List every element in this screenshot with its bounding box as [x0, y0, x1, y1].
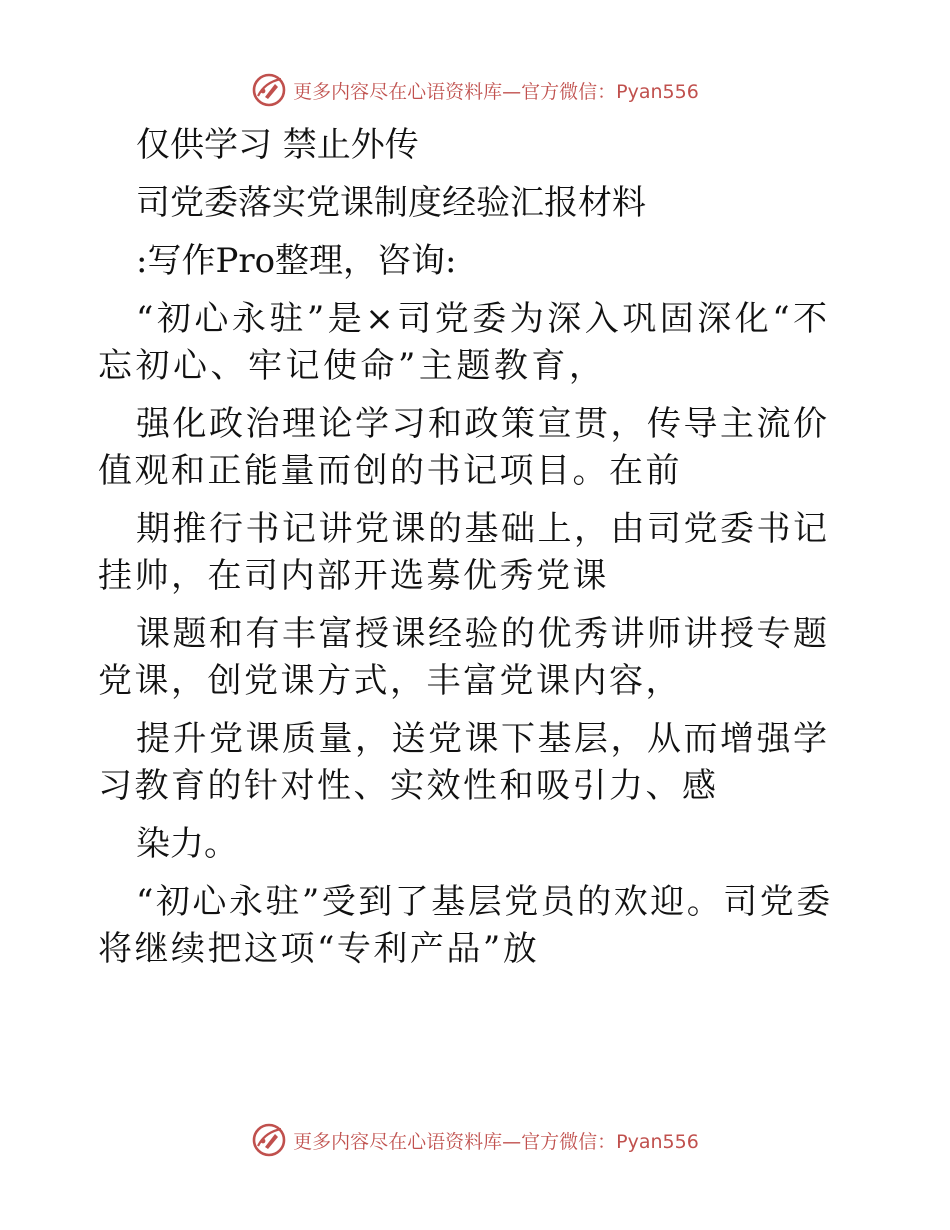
- paragraph-body: 提升党课质量，送党课下基层，从而增强学习教育的针对性、实效性和吸引力、感: [98, 719, 830, 806]
- paragraph-source: :写作Pro整理，咨询:: [136, 241, 457, 281]
- paragraph-title: 司党委落实党课制度经验汇报材料: [136, 183, 646, 223]
- paragraph-body: 课题和有丰富授课经验的优秀讲师讲授专题党课，创党课方式，丰富党课内容，: [98, 614, 830, 701]
- header-watermark: [0, 70, 950, 110]
- header-watermark-text: 更多内容尽在心语资料库—官方微信：Pyan556: [293, 80, 699, 103]
- pen-circle-logo-icon: [251, 1122, 287, 1158]
- paragraph-body: 强化政治理论学习和政策宣贯，传导主流价值观和正能量而创的书记项目。在前: [98, 404, 830, 491]
- paragraph-body: “初心永驻”是×司党委为深入巩固深化“不忘初心、牢记使命”主题教育，: [98, 299, 831, 386]
- footer-watermark: [0, 1120, 950, 1160]
- footer-watermark-text: 更多内容尽在心语资料库—官方微信：Pyan556: [293, 1130, 699, 1153]
- pen-circle-logo-icon: [251, 72, 287, 108]
- paragraph-body: 期推行书记讲党课的基础上，由司党委书记挂帅，在司内部开选募优秀党课: [98, 509, 830, 596]
- document-body: [98, 122, 854, 984]
- paragraph-notice: 仅供学习 禁止外传: [136, 125, 419, 165]
- paragraph-body: 染力。: [136, 824, 238, 864]
- paragraph-body: “初心永驻”受到了基层党员的欢迎。司党委将继续把这项“专利产品”放: [98, 882, 833, 969]
